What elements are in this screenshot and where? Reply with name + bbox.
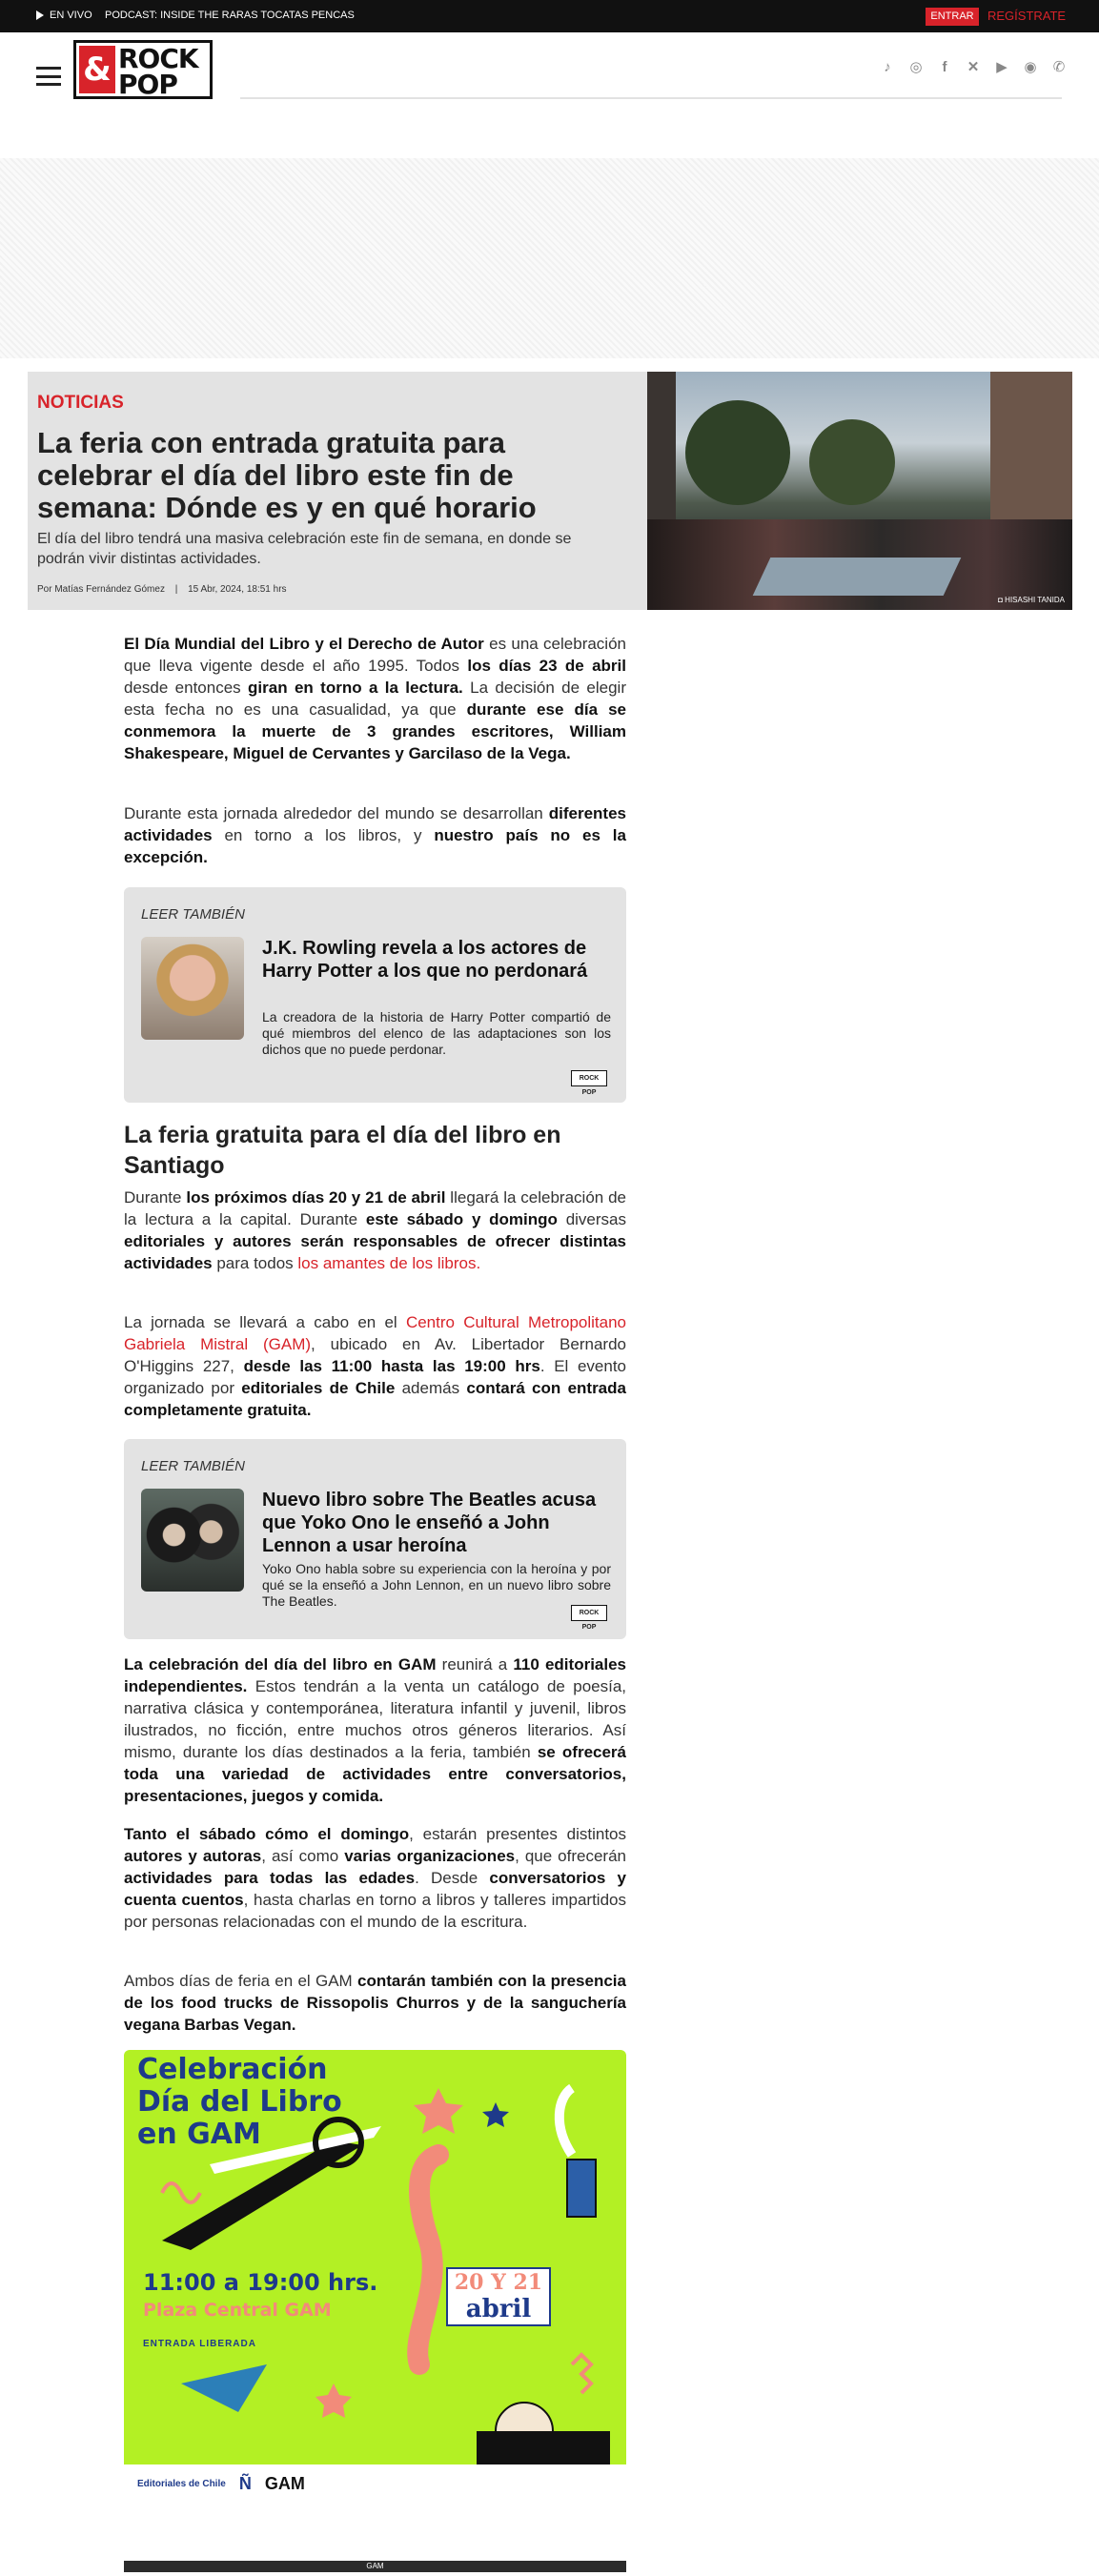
- related-description: Yoko Ono habla sobre su experiencia con la heroína y por qué se la enseñó a John Lennon, en un nuevo libro sobre The Beatles.: [262, 1561, 611, 1609]
- instagram-icon[interactable]: ◎: [909, 59, 923, 75]
- tiktok-icon[interactable]: ♪: [884, 59, 891, 75]
- article-subtitle: El día del libro tendrá una masiva celebración este fin de semana, en donde se podrán vivir distintas actividades.: [37, 531, 572, 567]
- text: , que ofrecerán: [515, 1847, 626, 1865]
- bold-text: editoriales de Chile: [241, 1379, 396, 1397]
- social-links: [879, 59, 1068, 76]
- text: reunirá a: [436, 1655, 514, 1673]
- inline-link[interactable]: Centro Cultural Metropolitano Gabriela Mistral (GAM): [124, 1313, 626, 1353]
- event-poster: [124, 2050, 626, 2566]
- bold-text: este sábado y domingo: [365, 1210, 558, 1228]
- text: llegará la celebración de la lectura a la capital. Durante: [124, 1188, 626, 1228]
- bold-text: contará con entrada completamente gratuita.: [124, 1379, 626, 1419]
- facebook-icon[interactable]: f: [942, 59, 947, 75]
- related-label: LEER TAMBIÉN: [141, 1458, 245, 1474]
- text: , estarán presentes distintos: [409, 1825, 627, 1843]
- whatsapp-icon[interactable]: ✆: [1052, 59, 1066, 75]
- related-thumbnail[interactable]: [141, 1489, 244, 1592]
- related-label: LEER TAMBIÉN: [141, 906, 245, 923]
- event-place: Plaza Central GAM: [143, 2300, 332, 2321]
- text: Durante esta jornada alrededor del mundo se desarrollan: [124, 804, 549, 822]
- inline-link[interactable]: los amantes de los libros.: [297, 1254, 481, 1272]
- related-description: La creadora de la historia de Harry Potter compartió de qué miembros del elenco de las adaptaciones son los dichos que no puede perdonar.: [262, 1009, 611, 1057]
- category-label[interactable]: NOTICIAS: [37, 393, 124, 413]
- logo-ampersand: &: [79, 46, 115, 93]
- sponsor-logos: [137, 2474, 305, 2494]
- x-icon[interactable]: ✕: [967, 59, 980, 75]
- related-thumbnail[interactable]: [141, 937, 244, 1040]
- text: diversas: [557, 1210, 627, 1228]
- text: Ambos días de feria en el GAM: [124, 1972, 358, 1990]
- camera-icon: ◘: [998, 596, 1006, 604]
- text: La jornada se llevará a cabo en el: [124, 1313, 406, 1331]
- bold-text: giran en torno a la lectura.: [248, 679, 463, 697]
- site-logo[interactable]: [73, 40, 213, 99]
- menu-icon[interactable]: [36, 67, 61, 86]
- poster-illustration: [124, 2050, 626, 2464]
- hero-photo: [647, 372, 1072, 610]
- text: , hasta charlas en torno a libros y talleres impartidos por personas relacionadas con el mundo de la escritura.: [124, 1891, 626, 1931]
- bold-text: durante ese día se conmemora la muerte de 3 grandes escritores, William Shakespeare, Miguel de Cervantes y Garcilaso de la Vega.: [124, 700, 626, 762]
- text: en torno a los libros, y: [212, 826, 435, 844]
- bold-text: diferentes actividades: [124, 804, 626, 844]
- related-title[interactable]: J.K. Rowling revela a los actores de Harry Potter a los que no perdonará: [262, 938, 588, 982]
- paragraph: [124, 1823, 626, 1933]
- publish-date: 15 Abr, 2024, 18:51 hrs: [188, 584, 287, 595]
- header-divider: [240, 97, 1062, 99]
- bold-text: los próximos días 20 y 21 de abril: [186, 1188, 446, 1207]
- bold-text: varias organizaciones: [344, 1847, 516, 1865]
- related-title[interactable]: Nuevo libro sobre The Beatles acusa que Yoko Ono le enseñó a John Lennon a usar heroína: [262, 1490, 597, 1556]
- sponsor-logo: Editoriales de Chile: [137, 2479, 226, 2489]
- photo-credit: ◘ HISASHI TANIDA: [998, 596, 1065, 604]
- paragraph: [124, 802, 626, 868]
- podcast-link[interactable]: PODCAST: INSIDE THE RARAS TOCATAS PENCAS: [105, 10, 355, 21]
- bold-text: contarán también con la presencia de los food trucks de Rissopolis Churros y de la sanguchería vegana Barbas Vegan.: [124, 1972, 626, 2034]
- event-date: 20 Y 21 abril: [446, 2267, 551, 2326]
- bold-text: los días 23 de abril: [467, 657, 626, 675]
- rock-pop-badge: ROCK POP: [571, 1605, 607, 1621]
- event-free-entry: ENTRADA LIBERADA: [143, 2339, 256, 2349]
- text: es una celebración que lleva vigente desde el año 1995. Todos: [124, 635, 626, 675]
- live-label: EN VIVO: [50, 10, 92, 21]
- rock-pop-badge: ROCK POP: [571, 1070, 607, 1086]
- text: . Desde: [415, 1869, 490, 1887]
- related-card[interactable]: [124, 887, 626, 1103]
- bold-text: autores y autoras: [124, 1847, 262, 1865]
- related-card[interactable]: [124, 1439, 626, 1639]
- bold-text: editoriales y autores serán responsables de ofrecer distintas actividades: [124, 1232, 626, 1272]
- article-hero: [28, 372, 1072, 610]
- paragraph: [124, 1311, 626, 1421]
- logo-rock: ROCK: [118, 43, 198, 74]
- article-title: La feria con entrada gratuita para celebrar el día del libro este fin de semana: Dónde es y en qué horario: [37, 426, 537, 524]
- login-button[interactable]: ENTRAR: [926, 8, 979, 26]
- bold-text: Tanto el sábado cómo el domingo: [124, 1825, 410, 1843]
- sponsor-logo: GAM: [264, 2474, 305, 2493]
- text: . El evento organizado por: [124, 1357, 627, 1397]
- paragraph: [124, 633, 626, 764]
- bold-text: actividades para todas las edades: [124, 1869, 416, 1887]
- youtube-icon[interactable]: ▶: [996, 59, 1007, 75]
- bold-text: conversatorios y cuenta cuentos: [124, 1869, 627, 1909]
- text: desde entonces: [124, 679, 249, 697]
- paragraph: [124, 1653, 626, 1807]
- logo-pop: POP: [118, 69, 177, 100]
- bold-text: nuestro país no es la excepción.: [124, 826, 626, 866]
- paragraph: [124, 1187, 626, 1274]
- text: Durante: [124, 1188, 187, 1207]
- top-bar: [0, 0, 1099, 32]
- bold-text: La celebración del día del libro en GAM: [124, 1655, 437, 1673]
- poster-title: Celebración Día del Libro en GAM: [137, 2053, 342, 2151]
- text: La decisión de elegir esta fecha no es una casualidad, ya que: [124, 679, 626, 719]
- paragraph: [124, 1970, 626, 2036]
- sponsor-logo: Ñ: [238, 2474, 252, 2493]
- text: Estos tendrán a la venta un catálogo de poesía, narrativa clásica y contemporánea, literatura infantil y juvenil, libros ilustrados, no ficción, entre muchos otros géneros literarios. Así mismo, durante los días destinados a la feria, también: [124, 1677, 626, 1761]
- register-link[interactable]: REGÍSTRATE: [987, 9, 1067, 23]
- ad-banner[interactable]: [0, 158, 1099, 358]
- play-icon: [36, 10, 44, 20]
- text: para todos: [212, 1254, 298, 1272]
- text: , ubicado en Av. Libertador Bernardo O'Higgins 227,: [124, 1335, 626, 1375]
- bold-text: desde las 11:00 hasta las 19:00 hrs: [243, 1357, 540, 1375]
- text: , así como: [261, 1847, 345, 1865]
- author[interactable]: Por Matías Fernández Gómez: [37, 584, 165, 595]
- poster-caption: GAM: [124, 2561, 626, 2572]
- event-hours: 11:00 a 19:00 hrs.: [143, 2269, 378, 2296]
- article-meta: Por Matías Fernández Gómez | 15 Abr, 2024, 18:51 hrs: [37, 584, 287, 595]
- bold-text: se ofrecerá toda una variedad de actividades entre conversatorios, presentaciones, juegos y comida.: [124, 1743, 626, 1805]
- bold-text: El Día Mundial del Libro y el Derecho de Autor: [124, 635, 484, 653]
- live-link[interactable]: [36, 10, 92, 21]
- section-heading: La feria gratuita para el día del libro en Santiago: [124, 1122, 561, 1179]
- text: además: [395, 1379, 467, 1397]
- bold-text: 110 editoriales independientes.: [124, 1655, 626, 1695]
- spotify-icon[interactable]: ◉: [1024, 59, 1037, 75]
